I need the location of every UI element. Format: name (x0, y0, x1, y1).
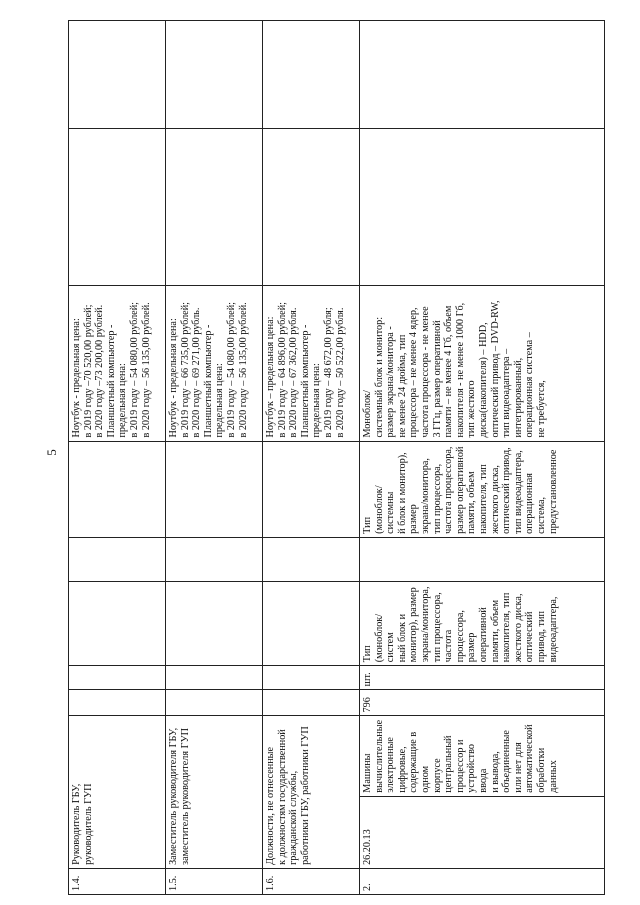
row-number: 1.5. (166, 868, 263, 894)
empty-cell (166, 537, 263, 581)
page-number: 5 (43, 449, 59, 456)
table-row (263, 21, 360, 895)
okpd-code-cell: 26.20.13 (360, 796, 605, 868)
position-cell: Должности, не отнесенные к должностям государственной гражданской службы, работники ГБУ, работники ГУП (263, 716, 360, 869)
code-cell (263, 690, 360, 716)
empty-cell (360, 537, 605, 581)
characteristic-cell: Тип (моноблок/систем ный блок и монитор), размер экрана/монитора, тип процессора, частота процессора, размер оперативной памяти, объем накопителя, тип жесткого диска, оптический привод, тип видеоадаптера, (360, 581, 605, 665)
empty-cell (69, 129, 166, 286)
code-cell (69, 690, 166, 716)
char-value-cell (166, 441, 263, 537)
position-cell: Заместитель руководителя ГБУ, заместитель руководителя ГУП (166, 716, 263, 869)
price-cell: Ноутбук - предельная цена: в 2019 году –70 520,00 рублей; в 2020 году –73 200,00 рублей. Планшетный компьютер - предельная цена: в 2019 году – 54 080,00 рублей; в 2020 году – 56 135,00 рублей. (69, 285, 166, 441)
unit-cell (263, 666, 360, 690)
empty-cell (263, 129, 360, 286)
char-value-cell (69, 441, 166, 537)
code-cell (166, 690, 263, 716)
table-row (69, 21, 166, 895)
unit-cell (69, 666, 166, 690)
char-value-cell: Тип (моноблок/системны й блок и монитор), размер экрана/монитора, тип процессора, частота процессора, размер оперативной памяти, объем накопителя, тип жесткого диска, оптический привод, тип видеоадаптера, операционная система, предустановленное (360, 441, 605, 537)
price-cell: Моноблок/ системный блок и монитор: размер экрана/монитора - не менее 24 дюйма, тип процессора – не менее 4 ядер, частота процессора - не менее 3 ГГц, размер оперативной памяти – не менее 4 Гб, объем накопителя - не менее 1000 Гб, тип жесткого диска(накопителя) – HDD, оптический привод – DVD-RW, тип видеоадаптера – интегрированный, операционная система – не требуется, (360, 285, 605, 441)
characteristic-cell (166, 581, 263, 665)
okpd-name-cell: Машины вычислительные электронные цифровые, содержащие в одном корпусе центральный процессор и устройство ввода и вывода, объединенные или нет для автоматической обработки данных (360, 716, 605, 796)
empty-cell (166, 21, 263, 129)
empty-cell (69, 537, 166, 581)
characteristic-cell (69, 581, 166, 665)
rotated-table-container (68, 20, 623, 895)
table-row (360, 21, 605, 895)
row-number: 1.6. (263, 868, 360, 894)
code-cell: 796 (360, 690, 605, 716)
characteristic-cell (263, 581, 360, 665)
row-number: 2. (360, 868, 605, 894)
position-cell: Руководитель ГБУ, руководитель ГУП (69, 716, 166, 869)
unit-cell (166, 666, 263, 690)
empty-cell (263, 537, 360, 581)
table-row (166, 21, 263, 895)
price-cell: Ноутбук - предельная цена: в 2019 году – 66 735,00 рублей; в 2020 году – 69 271,00 рубль. Планшетный компьютер - предельная цена: в 2019 году – 54 080,00 рублей; в 2020 году – 56 135,00 рублей. (166, 285, 263, 441)
row-number: 1.4. (69, 868, 166, 894)
unit-cell: шт. (360, 666, 605, 690)
empty-cell (263, 21, 360, 129)
empty-cell (360, 21, 605, 129)
specification-table (68, 20, 605, 895)
char-value-cell (263, 441, 360, 537)
table-wrapper (68, 20, 623, 895)
empty-cell (360, 129, 605, 286)
empty-cell (69, 21, 166, 129)
price-cell: Ноутбук – предельная цена: в 2019 году – 64 896,00 рублей; в 2020 году – 67 362,00 рубля. Планшетный компьютер - предельная цена: в 2019 году – 48 672,00 рубля; в 2020 году – 50 522,00 рубля. (263, 285, 360, 441)
empty-cell (166, 129, 263, 286)
